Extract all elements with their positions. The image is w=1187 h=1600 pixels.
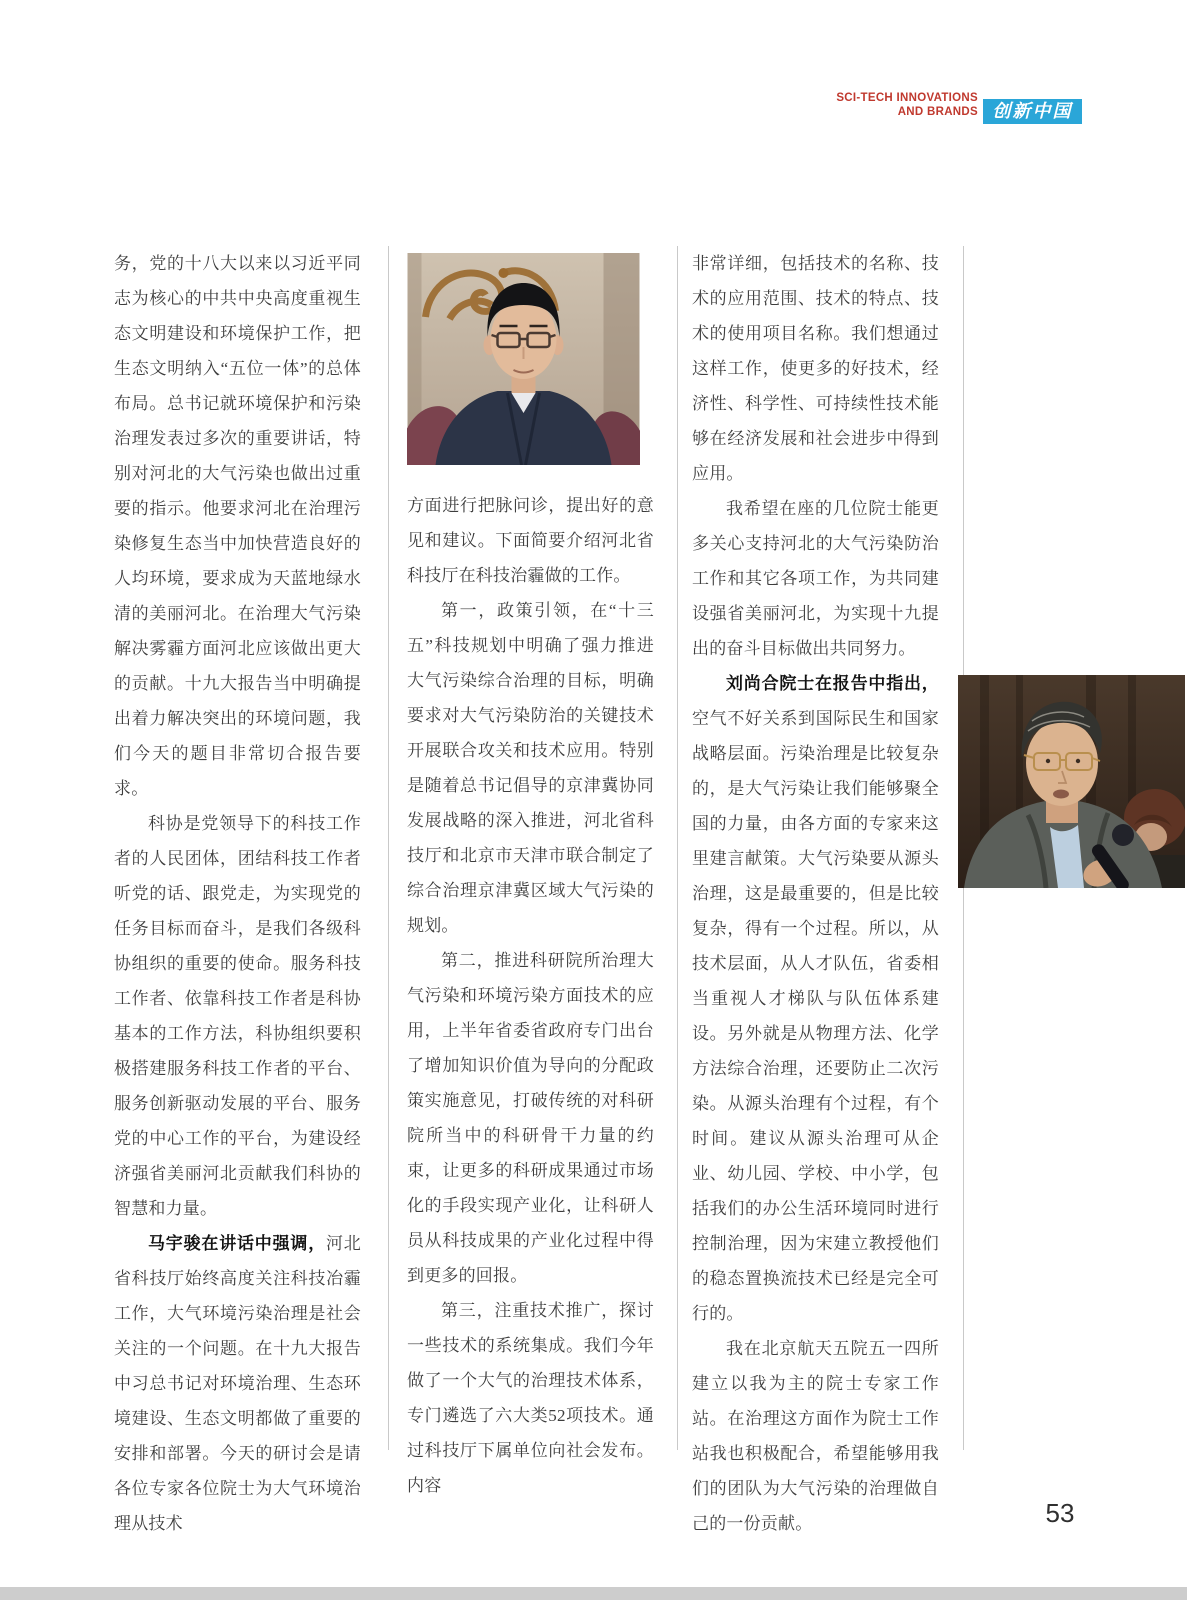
header-tagline-line1: SCI-TECH INNOVATIONS xyxy=(836,92,978,104)
col3-paragraph-2: 我希望在座的几位院士能更多关心支持河北的大气污染防治工作和其它各项工作，为共同建设强省美丽河北，为实现十九提出的奋斗目标做出共同努力。 xyxy=(692,499,939,658)
speaker-name-liu-shanghe: 刘尚合院士在报告中指出， xyxy=(726,674,939,693)
col1-paragraph-1: 务，党的十八大以来以习近平同志为核心的中共中央高度重视生态文明建设和环境保护工作，把生态文明纳入“五位一体”的总体布局。总书记就环境保护和污染治理发表过多次的重要讲话，特别对河北的大气污染也做出过重要的指示。他要求河北在治理污染修复生态当中加快营造良好的人均环境，要求成为天蓝地绿水清的美丽河北。在治理大气污染解决雾霾方面河北应该做出更大的贡献。十九大报告当中明确提出着力解决突出的环境问题，我们今天的题目非常切合报告要求。 xyxy=(114,254,361,798)
column-rule-1 xyxy=(388,246,389,1450)
col1-paragraph-3 xyxy=(114,1226,361,1541)
photo-academician-speaking xyxy=(958,675,1185,888)
photo-academician-image xyxy=(958,675,1185,888)
photo-meeting-official-image xyxy=(407,253,640,465)
col1-paragraph-3-text: 河北省科技厅始终高度关注科技冶霾工作，大气环境污染治理是社会关注的一个问题。在十九大报告中习总书记对环境治理、生态环境建设、生态文明都做了重要的安排和部署。今天的研讨会是请各位专家各位院士为大气环境治理从技术 xyxy=(114,1234,361,1533)
col2-paragraph-2: 第一，政策引领，在“十三五”科技规划中明确了强力推进大气污染综合治理的目标，明确要求对大气污染防治的关键技术开展联合攻关和技术应用。特别是随着总书记倡导的京津冀协同发展战略的深入推进，河北省科技厅和北京市天津市联合制定了综合治理京津冀区域大气污染的规划。 xyxy=(407,601,654,935)
col2-paragraph-4: 第三，注重技术推广，探讨一些技术的系统集成。我们今年做了一个大气的治理技术体系，专门遴选了六大类52项技术。通过科技厅下属单位向社会发布。内容 xyxy=(407,1301,654,1495)
speaker-name-ma-yujun: 马宇骏在讲话中强调， xyxy=(148,1234,326,1253)
page-number: 53 xyxy=(1045,1498,1075,1528)
brand-badge: 创新中国 xyxy=(983,99,1082,124)
bottom-edge-bar xyxy=(0,1587,1187,1600)
col2-paragraph-1: 方面进行把脉问诊，提出好的意见和建议。下面简要介绍河北省科技厅在科技治霾做的工作。 xyxy=(407,496,654,585)
col2-paragraph-3: 第二，推进科研院所治理大气污染和环境污染方面技术的应用，上半年省委省政府专门出台了增加知识价值为导向的分配政策实施意见，打破传统的对科研院所当中的科研骨干力量的约束，让更多的科研成果通过市场化的手段实现产业化，让科研人员从科技成果的产业化过程中得到更多的回报。 xyxy=(407,951,654,1285)
col3-paragraph-4: 我在北京航天五院五一四所建立以我为主的院士专家工作站。在治理这方面作为院士工作站我也积极配合，希望能够用我们的团队为大气污染的治理做自己的一份贡献。 xyxy=(692,1339,939,1533)
column-2 xyxy=(407,488,654,1503)
header-tagline-line2: AND BRANDS xyxy=(897,106,978,118)
column-1 xyxy=(114,246,361,1541)
col3-paragraph-3 xyxy=(692,666,939,1331)
photo-meeting-official xyxy=(407,253,640,465)
header-tagline xyxy=(700,91,978,119)
col1-paragraph-2: 科协是党领导下的科技工作者的人民团体，团结科技工作者听党的话、跟党走，为实现党的任务目标而奋斗，是我们各级科协组织的重要的使命。服务科技工作者、依靠科技工作者是科协基本的工作方法，科协组织要积极搭建服务科技工作者的平台、服务创新驱动发展的平台、服务党的中心工作的平台，为建设经济强省美丽河北贡献我们科协的智慧和力量。 xyxy=(114,814,361,1218)
col3-paragraph-3-text: 空气不好关系到国际民生和国家战略层面。污染治理是比较复杂的，是大气污染让我们能够聚全国的力量，由各方面的专家来这里建言献策。大气污染要从源头治理，这是最重要的，但是比较复杂，得有一个过程。所以，从技术层面，从人才队伍，省委相当重视人才梯队与队伍体系建设。另外就是从物理方法、化学方法综合治理，还要防止二次污染。从源头治理有个过程，有个时间。建议从源头治理可从企业、幼儿园、学校、中小学，包括我们的办公生活环境同时进行控制治理，因为宋建立教授他们的稳态置换流技术已经是完全可行的。 xyxy=(692,709,939,1323)
column-rule-2 xyxy=(677,246,678,1450)
col3-paragraph-1: 非常详细，包括技术的名称、技术的应用范围、技术的特点、技术的使用项目名称。我们想通过这样工作，使更多的好技术，经济性、科学性、可持续性技术能够在经济发展和社会进步中得到应用。 xyxy=(692,254,939,483)
column-3 xyxy=(692,246,939,1541)
